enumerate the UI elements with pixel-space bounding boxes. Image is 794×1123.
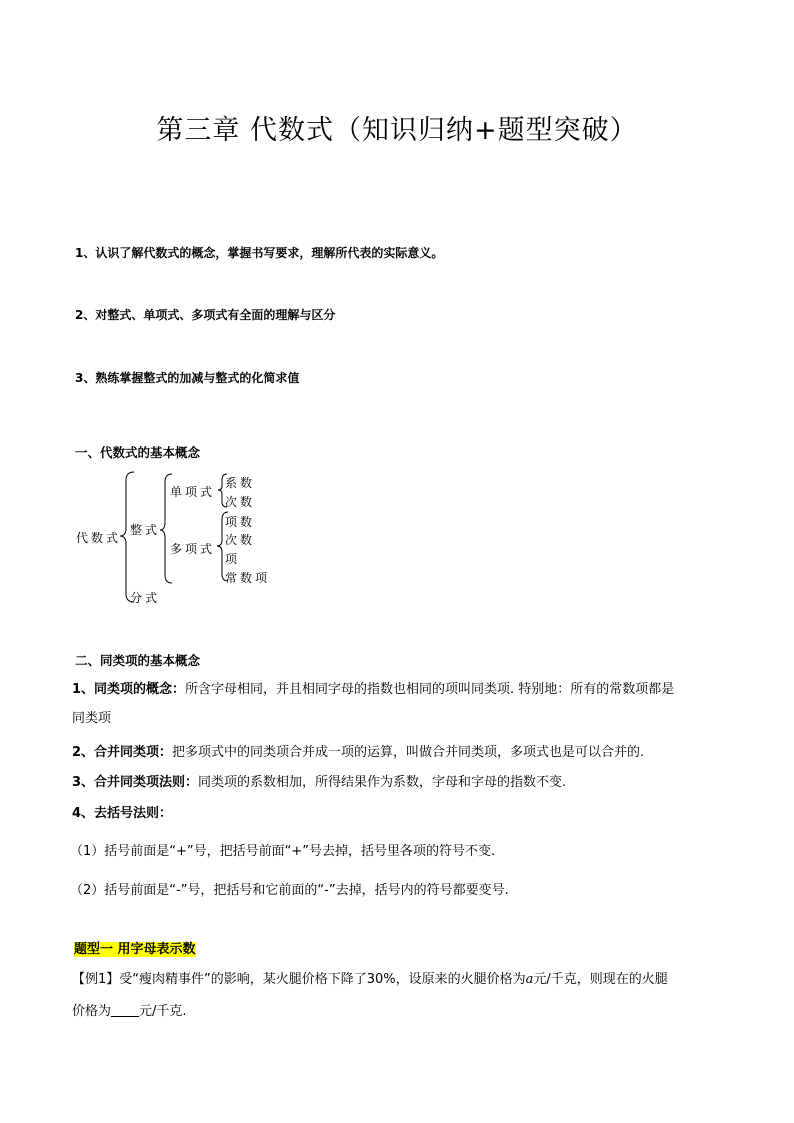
example-text-2: 元/千克，则现在的火腿 (533, 972, 668, 987)
example-text-1: 【例1】受“瘦肉精事件”的影响，某火腿价格下降了30%，设原来的火腿价格为 (72, 972, 526, 987)
page-title: 第三章 代数式（知识归纳+题型突破） (156, 115, 638, 146)
concept-item-1-text: 所含字母相同，并且相同字母的指数也相同的项叫同类项. 特别地：所有的常数项都是 (185, 682, 675, 697)
concept-item-1-label: 1、同类项的概念： (72, 682, 186, 697)
question-type-highlight: 题型一 用字母表示数 (74, 942, 196, 957)
objective-2: 2、对整式、单项式、多项式有全面的理解与区分 (75, 308, 336, 322)
tree-zhengshi: 整式 (130, 523, 161, 537)
tree-root: 代数式 (76, 531, 122, 545)
concept-item-2-label: 2、合并同类项： (72, 745, 173, 760)
tree-leaf: 项数 (225, 515, 256, 529)
tree-duoxiangshi: 多项式 (170, 542, 216, 556)
concept-item-3-text: 同类项的系数相加，所得结果作为系数，字母和字母的指数不变. (198, 775, 567, 790)
tree-leaf: 次数 (225, 533, 256, 547)
concept-item-1 (72, 677, 674, 703)
bracket-rule-1: （1）括号前面是“+”号，把括号前面“+”号去掉，括号里各项的符号不变. (70, 844, 496, 859)
concept-item-2 (72, 740, 644, 766)
objective-3: 3、熟练掌握整式的加减与整式的化简求值 (75, 371, 300, 385)
concept-item-2-text: 把多项式中的同类项合并成一项的运算，叫做合并同类项，多项式也是可以合并的. (172, 745, 645, 760)
objective-1: 1、认识了解代数式的概念，掌握书写要求，理解所代表的实际意义。 (75, 246, 444, 260)
bracket-rule-2: （2）括号前面是“-”号，把括号和它前面的“-”去掉，括号内的符号都要变号. (70, 883, 509, 898)
tree-leaf: 系数 (225, 476, 256, 490)
tree-leaf: 次数 (225, 495, 256, 509)
example-variable: a (525, 972, 534, 987)
concept-item-3-label: 3、合并同类项法则： (72, 775, 199, 790)
example-text-3: 价格为 (72, 1004, 112, 1019)
section-heading-2: 二、同类项的基本概念 (75, 653, 201, 668)
tree-leaf: 项 (225, 552, 241, 566)
example-line-2 (72, 999, 187, 1025)
example-text-4: 元/千克. (139, 1004, 187, 1019)
concept-item-3 (72, 770, 566, 796)
concept-item-1-cont: 同类项 (72, 711, 112, 726)
example-line-1 (72, 967, 668, 993)
concept-item-4 (72, 801, 172, 827)
section-heading-1: 一、代数式的基本概念 (75, 445, 201, 460)
answer-blank[interactable] (111, 1002, 139, 1017)
question-type-label (74, 938, 196, 957)
tree-leaf: 常数项 (225, 571, 271, 585)
tree-danxiangshi: 单项式 (170, 485, 216, 499)
concept-item-4-label: 4、去括号法则： (72, 806, 173, 821)
tree-fenshi: 分式 (130, 591, 161, 605)
